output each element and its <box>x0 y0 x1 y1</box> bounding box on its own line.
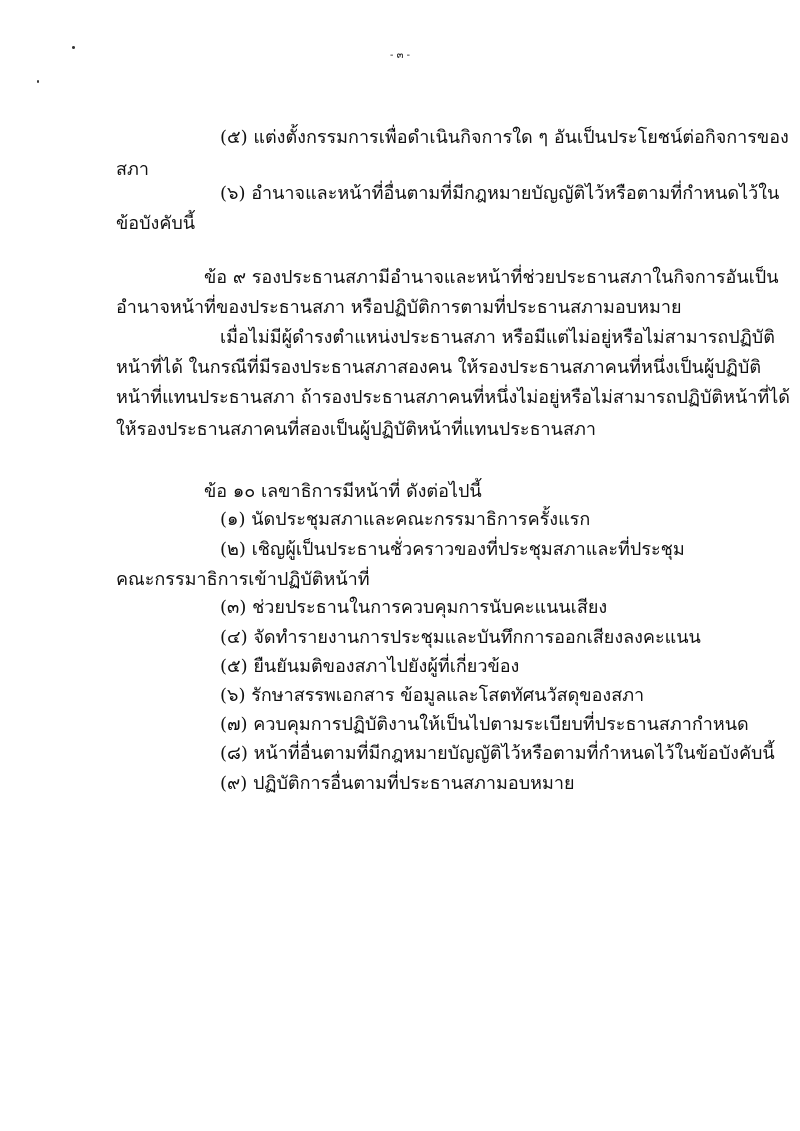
paragraph-line: อำนาจหน้าที่ของประธานสภา หรือปฏิบัติการตามที่ประธานสภามอบหมาย <box>116 297 682 318</box>
paragraph-line: หน้าที่ได้ ในกรณีที่มีรองประธานสภาสองคน ให้รองประธานสภาคนที่หนึ่งเป็นผู้ปฏิบัติ <box>116 357 762 378</box>
paragraph-line: เมื่อไม่มีผู้ดำรงตำแหน่งประธานสภา หรือมีแต่ไม่อยู่หรือไม่สามารถปฏิบัติ <box>220 327 775 348</box>
list-item: (๖) รักษาสรรพเอกสาร ข้อมูลและโสตทัศนวัสดุของสภา <box>220 685 645 706</box>
list-item: (๒) เชิญผู้เป็นประธานชั่วคราวของที่ประชุมสภาและที่ประชุม <box>220 539 685 560</box>
scan-speck <box>37 80 39 83</box>
list-item-continuation: คณะกรรมาธิการเข้าปฏิบัติหน้าที่ <box>116 569 370 590</box>
list-item: (๘) หน้าที่อื่นตามที่มีกฎหมายบัญญัติไว้หรือตามที่กำหนดไว้ในข้อบังคับนี้ <box>220 743 775 764</box>
list-item: (๕) ยืนยันมติของสภาไปยังผู้ที่เกี่ยวข้อง <box>220 656 520 677</box>
paragraph-line: (๕) แต่งตั้งกรรมการเพื่อดำเนินกิจการใด ๆ อันเป็นประโยชน์ต่อกิจการของ <box>220 127 789 148</box>
paragraph-line: ให้รองประธานสภาคนที่สองเป็นผู้ปฏิบัติหน้าที่แทนประธานสภา <box>116 419 596 440</box>
list-item: (๙) ปฏิบัติการอื่นตามที่ประธานสภามอบหมาย <box>220 773 575 794</box>
list-item: (๔) จัดทำรายงานการประชุมและบันทึกการออกเสียงลงคะแนน <box>220 627 701 648</box>
list-item: (๑) นัดประชุมสภาและคณะกรรมาธิการครั้งแรก <box>220 509 591 530</box>
list-item: (๓) ช่วยประธานในการควบคุมการนับคะแนนเสียง <box>220 597 608 618</box>
list-item: (๗) ควบคุมการปฏิบัติงานให้เป็นไปตามระเบียบที่ประธานสภากำหนด <box>220 714 749 735</box>
paragraph-line: สภา <box>116 159 149 180</box>
page-number: - ๓ - <box>390 50 410 61</box>
paragraph-line: หน้าที่แทนประธานสภา ถ้ารองประธานสภาคนที่หนึ่งไม่อยู่หรือไม่สามารถปฏิบัติหน้าที่ได้ <box>116 387 790 408</box>
clause-heading: ข้อ ๙ รองประธานสภามีอำนาจและหน้าที่ช่วยประธานสภาในกิจการอันเป็น <box>204 267 779 288</box>
paragraph-line: (๖) อำนาจและหน้าที่อื่นตามที่มีกฎหมายบัญญัติไว้หรือตามที่กำหนดไว้ใน <box>220 183 780 204</box>
paragraph-line: ข้อบังคับนี้ <box>116 213 196 234</box>
clause-heading: ข้อ ๑๐ เลขาธิการมีหน้าที่ ดังต่อไปนี้ <box>204 481 482 502</box>
